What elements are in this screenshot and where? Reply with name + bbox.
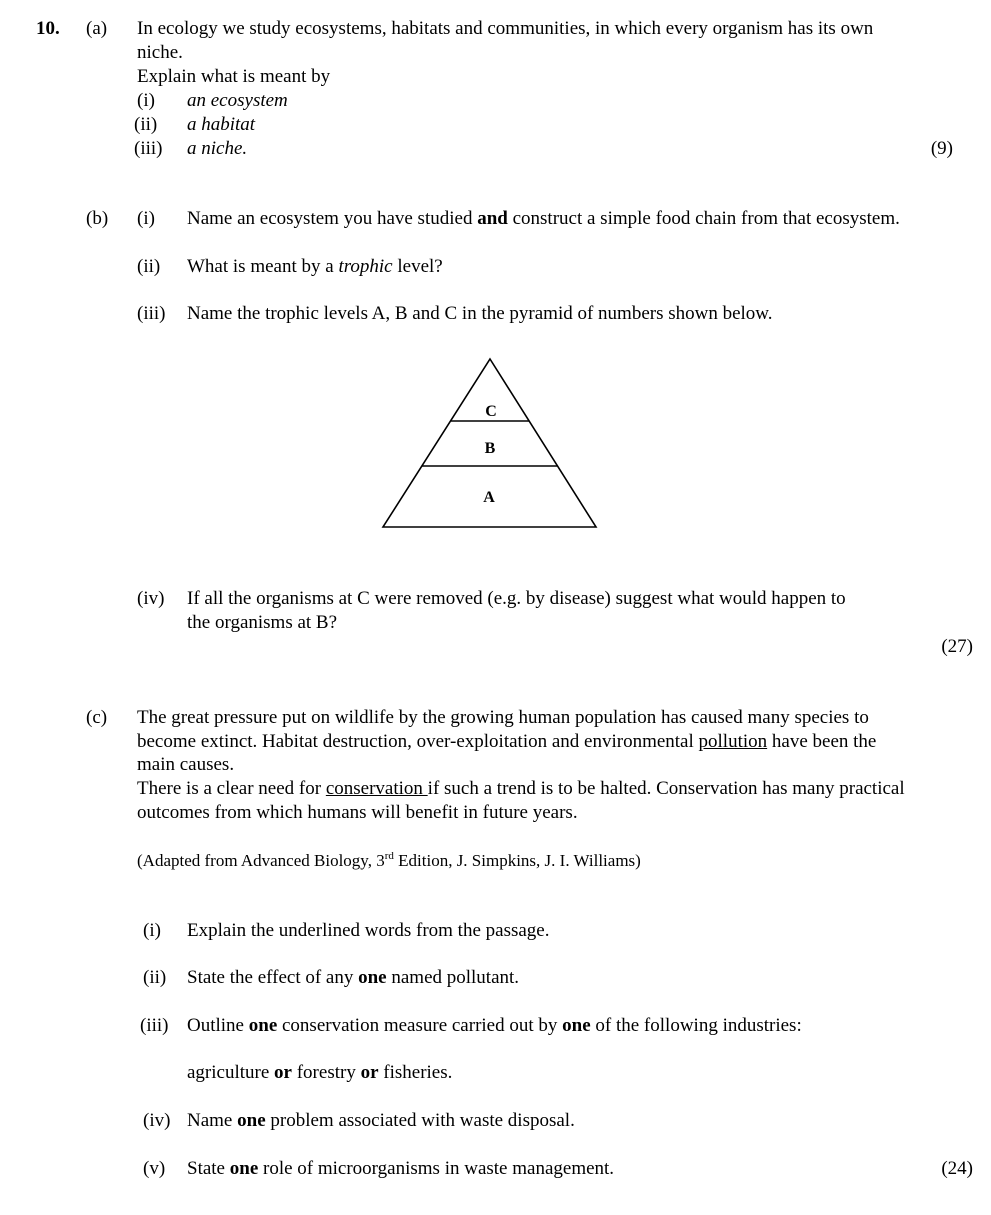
part-a-prompt: Explain what is meant by — [137, 66, 331, 87]
part-c-iii-text: Outline one conservation measure carried out by one of the following industries: — [187, 1015, 802, 1036]
part-c-ii-num: (ii) — [143, 967, 167, 988]
part-a-item-text: a niche. — [187, 138, 248, 159]
part-b-ii-num: (ii) — [137, 256, 161, 277]
part-c-v-num: (v) — [143, 1158, 166, 1179]
part-b-label: (b) — [86, 208, 109, 229]
part-b-i-text: Name an ecosystem you have studied and construct a simple food chain from that ecosystem. — [187, 208, 900, 229]
part-c-i-num: (i) — [143, 920, 161, 941]
part-a-label: (a) — [86, 18, 108, 39]
part-b-iv-line2: the organisms at B? — [187, 612, 338, 633]
pyramid-label-b: B — [484, 440, 496, 457]
part-b-marks: (27) — [941, 636, 973, 657]
part-c-iv-num: (iv) — [143, 1110, 171, 1131]
part-c-iii-options: agriculture or forestry or fisheries. — [187, 1062, 453, 1083]
part-b-iv-line1: If all the organisms at C were removed (e.g. by disease) suggest what would happen to — [187, 588, 846, 609]
part-a-marks: (9) — [930, 138, 953, 159]
part-c-v-text: State one role of microorganisms in waste management. — [187, 1158, 615, 1179]
part-a-item-num: (iii) — [134, 138, 163, 159]
part-c-passage-line1: The great pressure put on wildlife by the growing human population has caused many species to — [137, 707, 869, 728]
part-a-intro-line1: In ecology we study ecosystems, habitats and communities, in which every organism has its own — [137, 18, 874, 39]
part-a-item-text: a habitat — [187, 114, 256, 135]
part-c-i-text: Explain the underlined words from the passage. — [187, 920, 550, 941]
part-a-item-num: (ii) — [134, 114, 158, 135]
part-c-label: (c) — [86, 707, 108, 728]
part-b-iii-num: (iii) — [137, 303, 166, 324]
part-c-iv-text: Name one problem associated with waste disposal. — [187, 1110, 575, 1131]
part-c-passage-line5: outcomes from which humans will benefit in future years. — [137, 802, 578, 823]
part-a-item-num: (i) — [137, 90, 155, 111]
part-c-passage-line2: become extinct. Habitat destruction, over-exploitation and environmental pollution have been the — [137, 731, 877, 752]
question-number: 10. — [36, 18, 60, 39]
part-a-intro-line2: niche. — [137, 42, 183, 63]
part-c-passage-line4: There is a clear need for conservation if such a trend is to be halted. Conservation has many practical — [137, 778, 905, 799]
part-a-item-text: an ecosystem — [187, 90, 288, 111]
part-c-marks: (24) — [941, 1158, 973, 1179]
pyramid-label-c: C — [485, 403, 497, 420]
part-c-source: (Adapted from Advanced Biology, 3rd Edition, J. Simpkins, J. I. Williams) — [137, 850, 641, 870]
part-b-i-num: (i) — [137, 208, 155, 229]
part-c-passage-line3: main causes. — [137, 754, 235, 775]
part-c-ii-text: State the effect of any one named pollutant. — [187, 967, 520, 988]
pyramid-of-numbers-diagram — [378, 355, 602, 533]
part-b-iv-num: (iv) — [137, 588, 165, 609]
part-b-iii-text: Name the trophic levels A, B and C in the pyramid of numbers shown below. — [187, 303, 773, 324]
pyramid-label-a: A — [483, 489, 495, 506]
part-b-ii-text: What is meant by a trophic level? — [187, 256, 443, 277]
part-c-iii-num: (iii) — [140, 1015, 169, 1036]
